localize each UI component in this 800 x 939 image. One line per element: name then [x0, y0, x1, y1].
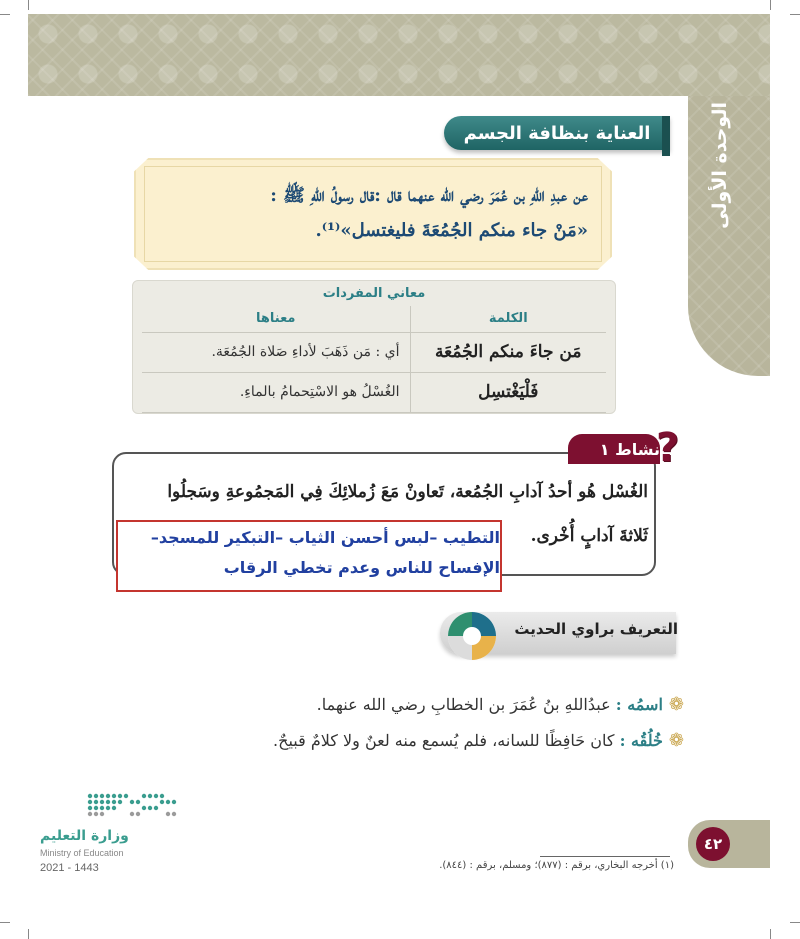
lesson-title: العناية بنظافة الجسم — [444, 116, 670, 150]
narrator-name — [124, 694, 684, 715]
vocabulary-meaning: الغُسْلُ هو الاسْتِحمامُ بالماءِ. — [142, 372, 410, 412]
crop-mark — [0, 14, 10, 15]
answer-line-1: التطيب –لبس أحسن الثياب –التبكير للمسجد– — [150, 528, 500, 547]
activity-label: نشاط ١ — [568, 434, 660, 464]
vocabulary-heading: معاني المفردات — [322, 286, 426, 301]
crop-mark — [28, 0, 29, 10]
crop-mark — [770, 0, 771, 10]
activity-text-line-1: الغُسْل هُو أحدُ آدابِ الجُمُعة، تَعاونْ مَعَ زُملائِكَ فِي المَجمُوعةِ وسَجلُوا — [167, 482, 648, 502]
crop-mark — [0, 922, 10, 923]
vocabulary-word: مَن جاءَ منكم الجُمُعَة — [410, 332, 606, 372]
crop-mark — [28, 929, 29, 939]
page-number-tab — [688, 820, 770, 868]
ministry-name-ar: وزارة التعليم — [40, 828, 129, 844]
activity-text-line-2: ثَلاثةَ آدابٍ أُخْرى. — [530, 526, 648, 546]
answer-line-2: الإفساح للناس وعدم تخطي الرقاب — [223, 558, 500, 577]
vocabulary-table — [142, 306, 606, 413]
ministry-logo-icon — [40, 790, 180, 820]
footnote-divider — [540, 856, 670, 857]
ministry-name-en: Ministry of Education — [40, 848, 124, 858]
page-number: ٤٢ — [696, 827, 730, 861]
footnote: (١) أخرجه البخاري، برقم : (٨٧٧)؛ ومسلم، برقم : (٨٤٤). — [439, 860, 674, 871]
crop-mark — [790, 14, 800, 15]
vocabulary-col-word: الكلمة — [410, 306, 606, 332]
hadith-box-inner-border — [144, 166, 602, 262]
unit-label: الوحدة الأولى — [709, 101, 731, 229]
character-value: كان حَافِظًا للسانه، فلم يُسمع منه لعنٌ ولا كلامٌ قبيحٌ. — [273, 731, 615, 750]
crop-mark — [770, 929, 771, 939]
flower-icon: ❁ — [668, 694, 684, 715]
name-value: عبدُاللهِ بنُ عُمَرَ بن الخطابِ رضي الله عنهما. — [316, 695, 611, 714]
crop-mark — [790, 922, 800, 923]
question-mark-icon: ? — [656, 425, 680, 471]
character-key: خُلُقُه : — [619, 731, 663, 750]
narrator-title: التعريف براوي الحديث — [514, 620, 678, 638]
title-banner-fold — [662, 116, 670, 156]
table-row — [142, 332, 606, 372]
narrator-character — [124, 730, 684, 751]
header-pattern-band — [28, 14, 770, 96]
vocabulary-meaning: أي : مَن ذَهَبَ لأداءِ صَلاة الجُمُعَة. — [142, 332, 410, 372]
vocabulary-col-meaning: معناها — [142, 306, 410, 332]
table-row — [142, 372, 606, 412]
ministry-year: 2021 - 1443 — [40, 862, 99, 874]
flower-icon: ❁ — [668, 730, 684, 751]
vocabulary-word: فَلْيَغْتسِل — [410, 372, 606, 412]
name-key: اسمُه : — [615, 695, 663, 714]
hadith-line-2: «مَنْ جاء منكم الجُمُعَةَ فليغتسل»⁽¹⁾. — [315, 220, 588, 241]
hadith-line-1: عن عبدِ اللهِ بن عُمَرَ رضي الله عنهما قال :قال رسولُ اللهِ ﷺ : — [270, 185, 588, 206]
